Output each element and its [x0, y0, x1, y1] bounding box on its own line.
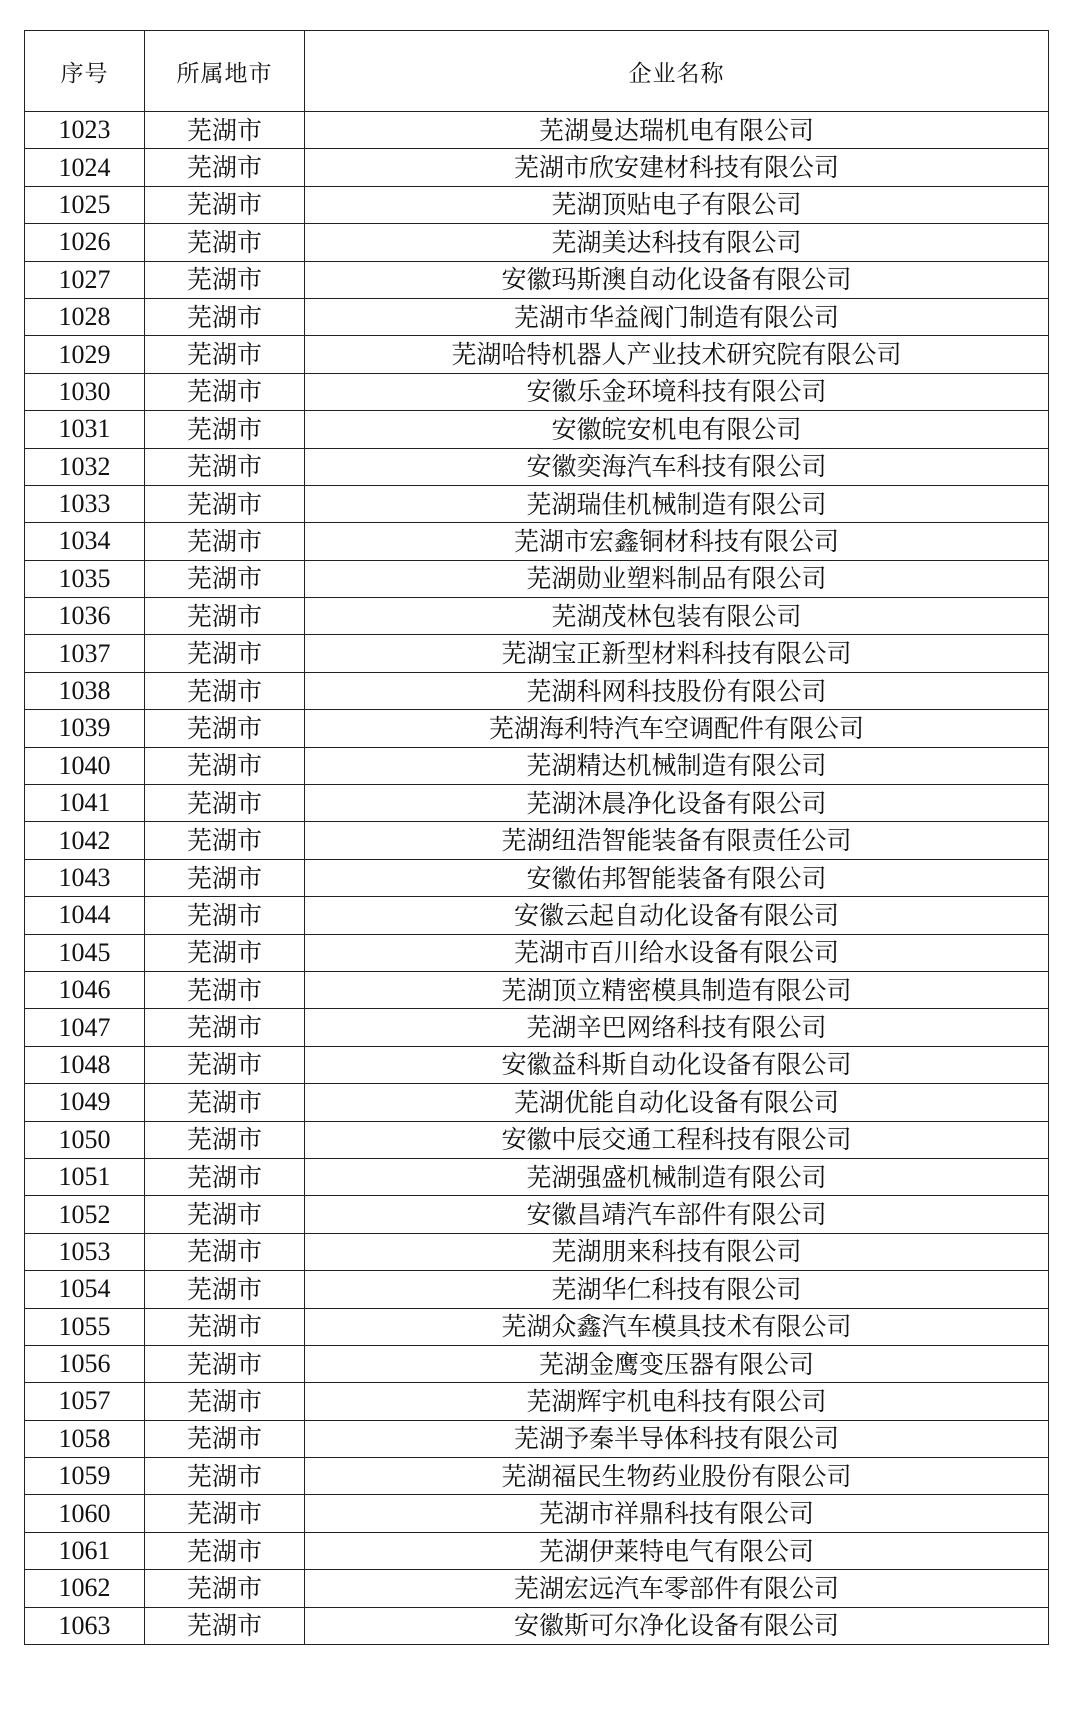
cell-city: 芜湖市	[145, 448, 305, 485]
table-row	[25, 1308, 1049, 1345]
cell-serial-number: 1056	[25, 1345, 145, 1382]
cell-city: 芜湖市	[145, 1383, 305, 1420]
table-body	[25, 112, 1049, 1645]
header-enterprise-name: 企业名称	[305, 31, 1049, 112]
cell-serial-number: 1036	[25, 598, 145, 635]
cell-serial-number: 1024	[25, 149, 145, 186]
cell-enterprise-name: 芜湖曼达瑞机电有限公司	[305, 112, 1049, 149]
cell-enterprise-name: 安徽昌靖汽车部件有限公司	[305, 1196, 1049, 1233]
cell-enterprise-name: 安徽奕海汽车科技有限公司	[305, 448, 1049, 485]
cell-serial-number: 1047	[25, 1009, 145, 1046]
cell-serial-number: 1043	[25, 859, 145, 896]
cell-enterprise-name: 芜湖市祥鼎科技有限公司	[305, 1495, 1049, 1532]
cell-serial-number: 1038	[25, 672, 145, 709]
cell-serial-number: 1028	[25, 298, 145, 335]
cell-city: 芜湖市	[145, 261, 305, 298]
cell-city: 芜湖市	[145, 1196, 305, 1233]
cell-enterprise-name: 芜湖朋来科技有限公司	[305, 1233, 1049, 1270]
cell-serial-number: 1054	[25, 1271, 145, 1308]
cell-enterprise-name: 芜湖金鹰变压器有限公司	[305, 1345, 1049, 1382]
cell-serial-number: 1050	[25, 1121, 145, 1158]
cell-city: 芜湖市	[145, 1121, 305, 1158]
cell-city: 芜湖市	[145, 672, 305, 709]
cell-enterprise-name: 芜湖市华益阀门制造有限公司	[305, 298, 1049, 335]
cell-city: 芜湖市	[145, 822, 305, 859]
cell-enterprise-name: 芜湖强盛机械制造有限公司	[305, 1158, 1049, 1195]
table-row	[25, 336, 1049, 373]
table-row	[25, 1383, 1049, 1420]
cell-enterprise-name: 芜湖市百川给水设备有限公司	[305, 934, 1049, 971]
cell-city: 芜湖市	[145, 186, 305, 223]
cell-serial-number: 1037	[25, 635, 145, 672]
table-row	[25, 560, 1049, 597]
cell-enterprise-name: 芜湖市宏鑫铜材科技有限公司	[305, 523, 1049, 560]
cell-city: 芜湖市	[145, 149, 305, 186]
cell-serial-number: 1055	[25, 1308, 145, 1345]
cell-city: 芜湖市	[145, 1532, 305, 1569]
cell-enterprise-name: 芜湖瑞佳机械制造有限公司	[305, 485, 1049, 522]
cell-city: 芜湖市	[145, 897, 305, 934]
cell-enterprise-name: 芜湖福民生物药业股份有限公司	[305, 1458, 1049, 1495]
table-row	[25, 373, 1049, 410]
table-row	[25, 1196, 1049, 1233]
table-row	[25, 934, 1049, 971]
enterprise-list-table	[24, 30, 1049, 1645]
table-row	[25, 897, 1049, 934]
table-row	[25, 1607, 1049, 1644]
cell-city: 芜湖市	[145, 1158, 305, 1195]
cell-city: 芜湖市	[145, 1271, 305, 1308]
table-row	[25, 859, 1049, 896]
cell-enterprise-name: 安徽益科斯自动化设备有限公司	[305, 1046, 1049, 1083]
cell-enterprise-name: 安徽皖安机电有限公司	[305, 411, 1049, 448]
cell-enterprise-name: 芜湖伊莱特电气有限公司	[305, 1532, 1049, 1569]
table-row	[25, 149, 1049, 186]
cell-city: 芜湖市	[145, 523, 305, 560]
table-row	[25, 1084, 1049, 1121]
table-row	[25, 1271, 1049, 1308]
cell-enterprise-name: 芜湖顶贴电子有限公司	[305, 186, 1049, 223]
cell-city: 芜湖市	[145, 971, 305, 1008]
cell-enterprise-name: 芜湖顶立精密模具制造有限公司	[305, 971, 1049, 1008]
cell-city: 芜湖市	[145, 1009, 305, 1046]
table-row	[25, 112, 1049, 149]
cell-serial-number: 1026	[25, 224, 145, 261]
cell-serial-number: 1046	[25, 971, 145, 1008]
table-row	[25, 785, 1049, 822]
header-city: 所属地市	[145, 31, 305, 112]
cell-enterprise-name: 芜湖海利特汽车空调配件有限公司	[305, 710, 1049, 747]
cell-city: 芜湖市	[145, 224, 305, 261]
cell-serial-number: 1041	[25, 785, 145, 822]
cell-serial-number: 1031	[25, 411, 145, 448]
cell-enterprise-name: 芜湖勋业塑料制品有限公司	[305, 560, 1049, 597]
table-header-row	[25, 31, 1049, 112]
cell-serial-number: 1025	[25, 186, 145, 223]
table-row	[25, 485, 1049, 522]
cell-serial-number: 1044	[25, 897, 145, 934]
cell-city: 芜湖市	[145, 298, 305, 335]
table-row	[25, 1495, 1049, 1532]
table-row	[25, 635, 1049, 672]
cell-city: 芜湖市	[145, 1345, 305, 1382]
cell-enterprise-name: 安徽斯可尔净化设备有限公司	[305, 1607, 1049, 1644]
table-row	[25, 1233, 1049, 1270]
cell-city: 芜湖市	[145, 485, 305, 522]
cell-city: 芜湖市	[145, 635, 305, 672]
table-row	[25, 1570, 1049, 1607]
table-row	[25, 598, 1049, 635]
cell-city: 芜湖市	[145, 1046, 305, 1083]
cell-enterprise-name: 安徽乐金环境科技有限公司	[305, 373, 1049, 410]
cell-serial-number: 1027	[25, 261, 145, 298]
cell-city: 芜湖市	[145, 934, 305, 971]
cell-city: 芜湖市	[145, 1570, 305, 1607]
cell-serial-number: 1039	[25, 710, 145, 747]
table-row	[25, 672, 1049, 709]
cell-city: 芜湖市	[145, 411, 305, 448]
cell-city: 芜湖市	[145, 1084, 305, 1121]
cell-serial-number: 1029	[25, 336, 145, 373]
cell-enterprise-name: 芜湖辛巴网络科技有限公司	[305, 1009, 1049, 1046]
cell-serial-number: 1042	[25, 822, 145, 859]
cell-serial-number: 1048	[25, 1046, 145, 1083]
table-row	[25, 1009, 1049, 1046]
table-row	[25, 298, 1049, 335]
cell-enterprise-name: 安徽佑邦智能装备有限公司	[305, 859, 1049, 896]
cell-serial-number: 1035	[25, 560, 145, 597]
table-row	[25, 1532, 1049, 1569]
table-row	[25, 261, 1049, 298]
cell-enterprise-name: 芜湖沐晨净化设备有限公司	[305, 785, 1049, 822]
cell-enterprise-name: 芜湖宏远汽车零部件有限公司	[305, 1570, 1049, 1607]
table-row	[25, 411, 1049, 448]
table-row	[25, 1345, 1049, 1382]
cell-city: 芜湖市	[145, 598, 305, 635]
cell-city: 芜湖市	[145, 1308, 305, 1345]
cell-enterprise-name: 芜湖科网科技股份有限公司	[305, 672, 1049, 709]
table-row	[25, 747, 1049, 784]
cell-city: 芜湖市	[145, 1233, 305, 1270]
cell-city: 芜湖市	[145, 785, 305, 822]
cell-enterprise-name: 芜湖纽浩智能装备有限责任公司	[305, 822, 1049, 859]
cell-enterprise-name: 芜湖茂林包装有限公司	[305, 598, 1049, 635]
table-row	[25, 1420, 1049, 1457]
cell-serial-number: 1023	[25, 112, 145, 149]
cell-serial-number: 1063	[25, 1607, 145, 1644]
table-row	[25, 1121, 1049, 1158]
cell-enterprise-name: 芜湖美达科技有限公司	[305, 224, 1049, 261]
cell-city: 芜湖市	[145, 747, 305, 784]
table-header	[25, 31, 1049, 112]
cell-serial-number: 1032	[25, 448, 145, 485]
table-row	[25, 822, 1049, 859]
cell-enterprise-name: 芜湖市欣安建材科技有限公司	[305, 149, 1049, 186]
cell-serial-number: 1058	[25, 1420, 145, 1457]
table-row	[25, 1458, 1049, 1495]
cell-city: 芜湖市	[145, 1420, 305, 1457]
cell-serial-number: 1052	[25, 1196, 145, 1233]
cell-city: 芜湖市	[145, 859, 305, 896]
cell-serial-number: 1049	[25, 1084, 145, 1121]
cell-serial-number: 1059	[25, 1458, 145, 1495]
cell-city: 芜湖市	[145, 710, 305, 747]
table-row	[25, 1158, 1049, 1195]
cell-serial-number: 1061	[25, 1532, 145, 1569]
table-row	[25, 224, 1049, 261]
cell-city: 芜湖市	[145, 1495, 305, 1532]
cell-serial-number: 1040	[25, 747, 145, 784]
cell-enterprise-name: 芜湖众鑫汽车模具技术有限公司	[305, 1308, 1049, 1345]
cell-enterprise-name: 芜湖精达机械制造有限公司	[305, 747, 1049, 784]
cell-enterprise-name: 芜湖哈特机器人产业技术研究院有限公司	[305, 336, 1049, 373]
cell-serial-number: 1034	[25, 523, 145, 560]
cell-serial-number: 1030	[25, 373, 145, 410]
table-row	[25, 523, 1049, 560]
cell-serial-number: 1060	[25, 1495, 145, 1532]
cell-enterprise-name: 芜湖优能自动化设备有限公司	[305, 1084, 1049, 1121]
cell-enterprise-name: 安徽玛斯澳自动化设备有限公司	[305, 261, 1049, 298]
cell-serial-number: 1051	[25, 1158, 145, 1195]
table-row	[25, 710, 1049, 747]
cell-city: 芜湖市	[145, 373, 305, 410]
cell-enterprise-name: 安徽中辰交通工程科技有限公司	[305, 1121, 1049, 1158]
table-row	[25, 186, 1049, 223]
cell-city: 芜湖市	[145, 1458, 305, 1495]
cell-city: 芜湖市	[145, 1607, 305, 1644]
cell-city: 芜湖市	[145, 560, 305, 597]
table-row	[25, 448, 1049, 485]
table-row	[25, 971, 1049, 1008]
cell-city: 芜湖市	[145, 112, 305, 149]
cell-enterprise-name: 芜湖华仁科技有限公司	[305, 1271, 1049, 1308]
cell-enterprise-name: 芜湖宝正新型材料科技有限公司	[305, 635, 1049, 672]
table-row	[25, 1046, 1049, 1083]
cell-serial-number: 1033	[25, 485, 145, 522]
cell-serial-number: 1053	[25, 1233, 145, 1270]
cell-enterprise-name: 芜湖予秦半导体科技有限公司	[305, 1420, 1049, 1457]
header-serial-number: 序号	[25, 31, 145, 112]
cell-serial-number: 1057	[25, 1383, 145, 1420]
cell-serial-number: 1062	[25, 1570, 145, 1607]
cell-enterprise-name: 安徽云起自动化设备有限公司	[305, 897, 1049, 934]
cell-serial-number: 1045	[25, 934, 145, 971]
cell-enterprise-name: 芜湖辉宇机电科技有限公司	[305, 1383, 1049, 1420]
cell-city: 芜湖市	[145, 336, 305, 373]
